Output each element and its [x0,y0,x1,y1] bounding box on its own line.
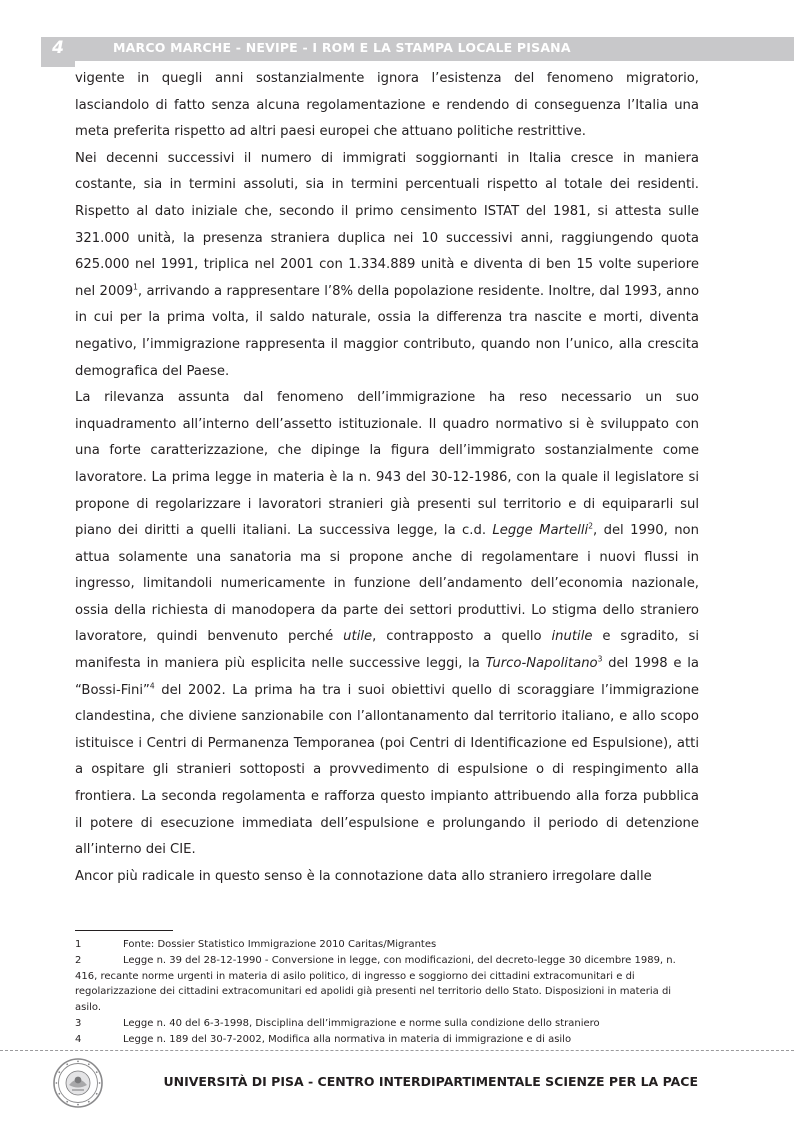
footer-institution: UNIVERSITÀ DI PISA - CENTRO INTERDIPARTIMENTALE SCIENZE PER LA PACE [163,1074,698,1089]
footnote-text: Legge n. 189 del 30-7-2002, Modifica alla normativa in materia di immigrazione e di asilo [123,1033,572,1045]
text-run: , contrapposto a quello [372,629,552,645]
text-run: del 2002. La prima ha tra i suoi obiettivi quello di scoraggiare l’immigrazione clandestina, che diviene sanzionabile con l’allontanamento dal territorio italiano, e allo scopo istituisce i Centri di Permanenza Temporanea (poi Centri di Identificazione ed Espulsione), atti a ospitare gli stranieri sottoposti a provvedimento di espulsione o di respingimento alla frontiera. La seconda regolamenta e rafforza questo impianto attribuendo alla forza pubblica il potere di esecuzione immediata dell’espulsione e prolungando il periodo di detenzione all’interno dei CIE. [75,682,699,858]
text-run: , arrivando a rappresentare l’8% della popolazione residente. Inoltre, dal 1993, anno in cui per la prima volta, il saldo naturale, ossia la differenza tra nascite e morti, diventa negativo, l’immigrazione rappresenta il maggior contributo, quando non l’unico, alla crescita demografica del Paese. [75,283,700,379]
footnote [75,937,699,953]
footnote-ref-3[interactable]: 3 [597,654,603,664]
footnote-number: 3 [75,1017,82,1029]
emphasis: inutile [551,629,593,645]
paragraph-1: vigente in quegli anni sostanzialmente ignora l’esistenza del fenomeno migratorio, lasciandolo di fatto senza alcuna regolamentazione e rendendo di conseguenza l’Italia una meta preferita rispetto ad altri paesi europei che attuano politiche restrittive. [75,71,699,140]
footnote-text: Legge n. 40 del 6-3-1998, Disciplina dell’immigrazione e norme sulla condizione dello straniero [123,1017,600,1029]
paragraph-4: Ancor più radicale in questo senso è la connotazione data allo straniero irregolare dalle [75,868,652,884]
footnote [75,953,699,1016]
law-name: Legge Martelli [492,523,589,539]
footnote-ref-4[interactable]: 4 [149,681,155,691]
page-number: 4 [52,38,64,58]
text-run: del 1998 e la “Bossi-Fini” [75,656,699,698]
footnotes [75,937,699,1048]
text-run: , del 1990, non attua solamente una sanatoria ma si propone anche di regolamentare i nuovi flussi in ingresso, limitandoli numericamente in funzione dell’andamento dell’economia nazionale, ossia della richiesta di manodopera da parte dei settori produttivi. Lo stigma dello straniero lavoratore, quindi benvenuto perché [75,523,699,645]
body-text [75,66,699,890]
footnote-body: Legge n. 39 del 28-12-1990 - Conversione in legge, con modificazioni, del decreto-legge 30 dicembre 1989, n. 416, recante norme urgenti in materia di asilo politico, di ingresso e soggiorno dei cittadini extracomunitari e di regolarizzazione dei cittadini extracomunitari ed apolidi già presenti nel territorio dello Stato. Disposizioni in materia di asilo. [75,954,676,1014]
footnote-ref-1[interactable]: 1 [133,282,138,292]
footnote-ref-2[interactable]: 2 [588,521,594,531]
footnote-number: 4 [75,1033,82,1045]
paragraph-3 [75,385,699,864]
footnote-text [75,953,699,1016]
running-title: MARCO MARCHE - NEVIPE - I ROM E LA STAMPA LOCALE PISANA [113,40,571,55]
paragraph-2 [75,146,699,385]
footnote-number: 1 [75,939,82,950]
text-run: Nei decenni successivi il numero di immigrati soggiornanti in Italia cresce in maniera costante, sia in termini assoluti, sia in termini percentuali rispetto al totale dei residenti. Rispetto al dato iniziale che, secondo il primo censimento ISTAT del 1981, si attesta sulle 321.000 unità, la presenza straniera duplica nei 10 successivi anni, raggiungendo quota 625.000 nel 1991, triplica nel 2001 con 1.334.889 unità e diventa di ben 15 volte superiore nel 2009 [75,150,699,299]
footnote-text: Fonte: Dossier Statistico Immigrazione 2010 Caritas/Migrantes [123,939,437,950]
footnote [75,1016,699,1032]
footnote [75,1032,699,1048]
footnote-number: 2 [75,954,82,966]
law-name: Turco-Napolitano [485,656,598,672]
emphasis: utile [343,629,373,645]
footnote-separator [75,930,173,931]
text-run: La rilevanza assunta dal fenomeno dell’immigrazione ha reso necessario un suo inquadramento all’interno dell’assetto istituzionale. Il quadro normativo si è sviluppato con una forte caratterizzazione, che dipinge la figura dell’immigrato sostanzialmente come lavoratore. La prima legge in materia è la n. 943 del 30-12-1986, con la quale il legislatore si propone di regolarizzare i lavoratori stranieri già presenti sul territorio e di equipararli sul piano dei diritti a quelli italiani. La successiva legge, la c.d. [75,390,699,539]
text-run: e sgradito, si manifesta in maniera più esplicita nelle successive leggi, la [75,629,699,672]
footer-separator [0,1050,794,1051]
university-seal-icon [52,1057,104,1109]
